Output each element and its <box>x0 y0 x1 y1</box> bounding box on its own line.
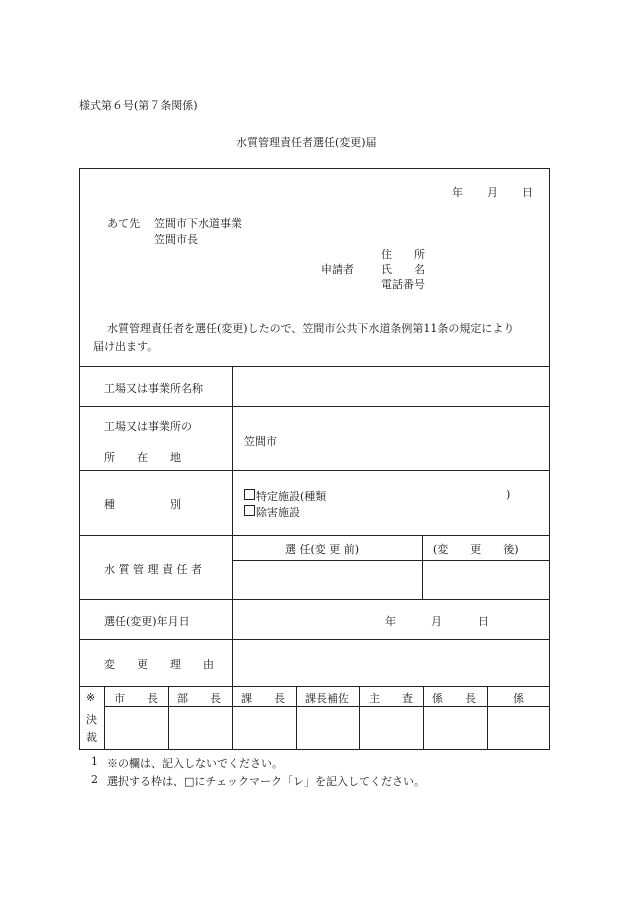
note-1-text: ※の欄は、記入しないでください。 <box>107 757 283 770</box>
approval-label-2: 裁 <box>86 731 97 744</box>
location-label-1: 工場又は事業所の <box>104 420 192 433</box>
manager-label: 水 質 管 理 責 任 者 <box>104 563 202 576</box>
after-header: (変 更 後) <box>433 543 519 556</box>
divider-manager-sub <box>232 560 550 561</box>
approval-col-section-chief: 課 長 <box>241 692 285 705</box>
approval-col-director: 部 長 <box>177 692 221 705</box>
appointment-day: 日 <box>478 615 489 628</box>
divider-row1 <box>79 406 550 407</box>
form-title: 水質管理責任者選任(変更)届 <box>236 136 377 149</box>
applicant-label: 申請者 <box>321 263 354 276</box>
approval-col-2 <box>232 686 233 750</box>
addressee-line2: 笠間市長 <box>154 233 198 246</box>
divider-row5 <box>79 639 550 640</box>
type-option-1-checkbox[interactable] <box>244 489 255 500</box>
before-header: 選 任(変 更 前) <box>285 543 360 556</box>
applicant-address-label: 住 所 <box>381 248 425 261</box>
addressee-line1: 笠間市下水道事業 <box>154 217 242 230</box>
approval-col-deputy-chief: 課長補佐 <box>305 692 349 705</box>
type-option-1-close: ) <box>506 488 511 501</box>
body-text-line1: 水質管理責任者を選任(変更)したので、笠間市公共下水道条例第11条の規定により <box>107 322 515 335</box>
approval-col-staff: 係 <box>513 692 524 705</box>
col-divider-main <box>232 366 233 686</box>
approval-col-5 <box>423 686 424 750</box>
date-year: 年 <box>452 186 463 199</box>
addressee-label: あて先 <box>107 217 140 230</box>
note-2-text: 選択する枠は、□にチェックマーク「レ」を記入してください。 <box>107 775 426 788</box>
note-2-number: 2 <box>91 773 98 786</box>
appointment-month: 月 <box>431 615 442 628</box>
approval-label-1: 決 <box>86 713 97 726</box>
approval-col-mayor: 市 長 <box>114 692 158 705</box>
divider-row3 <box>79 535 550 536</box>
appointment-year: 年 <box>385 615 396 628</box>
location-value: 笠間市 <box>244 435 277 448</box>
approval-col-0 <box>104 686 105 750</box>
reason-label: 変 更 理 由 <box>104 658 214 671</box>
divider-row6 <box>79 686 550 687</box>
approval-col-3 <box>296 686 297 750</box>
approval-col-senior: 主 査 <box>369 692 413 705</box>
approval-col-6 <box>487 686 488 750</box>
type-label: 種 別 <box>104 498 181 511</box>
approval-col-unit-chief: 係 長 <box>432 692 476 705</box>
approval-mark: ※ <box>86 691 96 704</box>
applicant-phone-label: 電話番号 <box>381 278 425 291</box>
approval-col-4 <box>359 686 360 750</box>
factory-name-label: 工場又は事業所名称 <box>104 382 203 395</box>
form-number: 様式第６号(第７条関係) <box>79 99 198 112</box>
divider-approval-header <box>104 706 550 707</box>
date-month: 月 <box>487 186 498 199</box>
applicant-name-label: 氏 名 <box>381 263 425 276</box>
col-divider-before-after <box>422 535 423 599</box>
type-option-2-checkbox[interactable] <box>244 505 255 516</box>
approval-col-1 <box>168 686 169 750</box>
type-option-2-label: 除害施設 <box>256 506 300 519</box>
note-1-number: 1 <box>91 755 98 768</box>
divider-row2 <box>79 470 550 471</box>
body-text-line2: 届け出ます。 <box>93 340 159 353</box>
appointment-date-label: 選任(変更)年月日 <box>104 615 190 628</box>
divider-row4 <box>79 599 550 600</box>
location-label-2: 所 在 地 <box>104 451 181 464</box>
type-option-1-label: 特定施設(種類 <box>256 490 327 503</box>
date-day: 日 <box>522 186 533 199</box>
divider-header <box>79 366 550 367</box>
